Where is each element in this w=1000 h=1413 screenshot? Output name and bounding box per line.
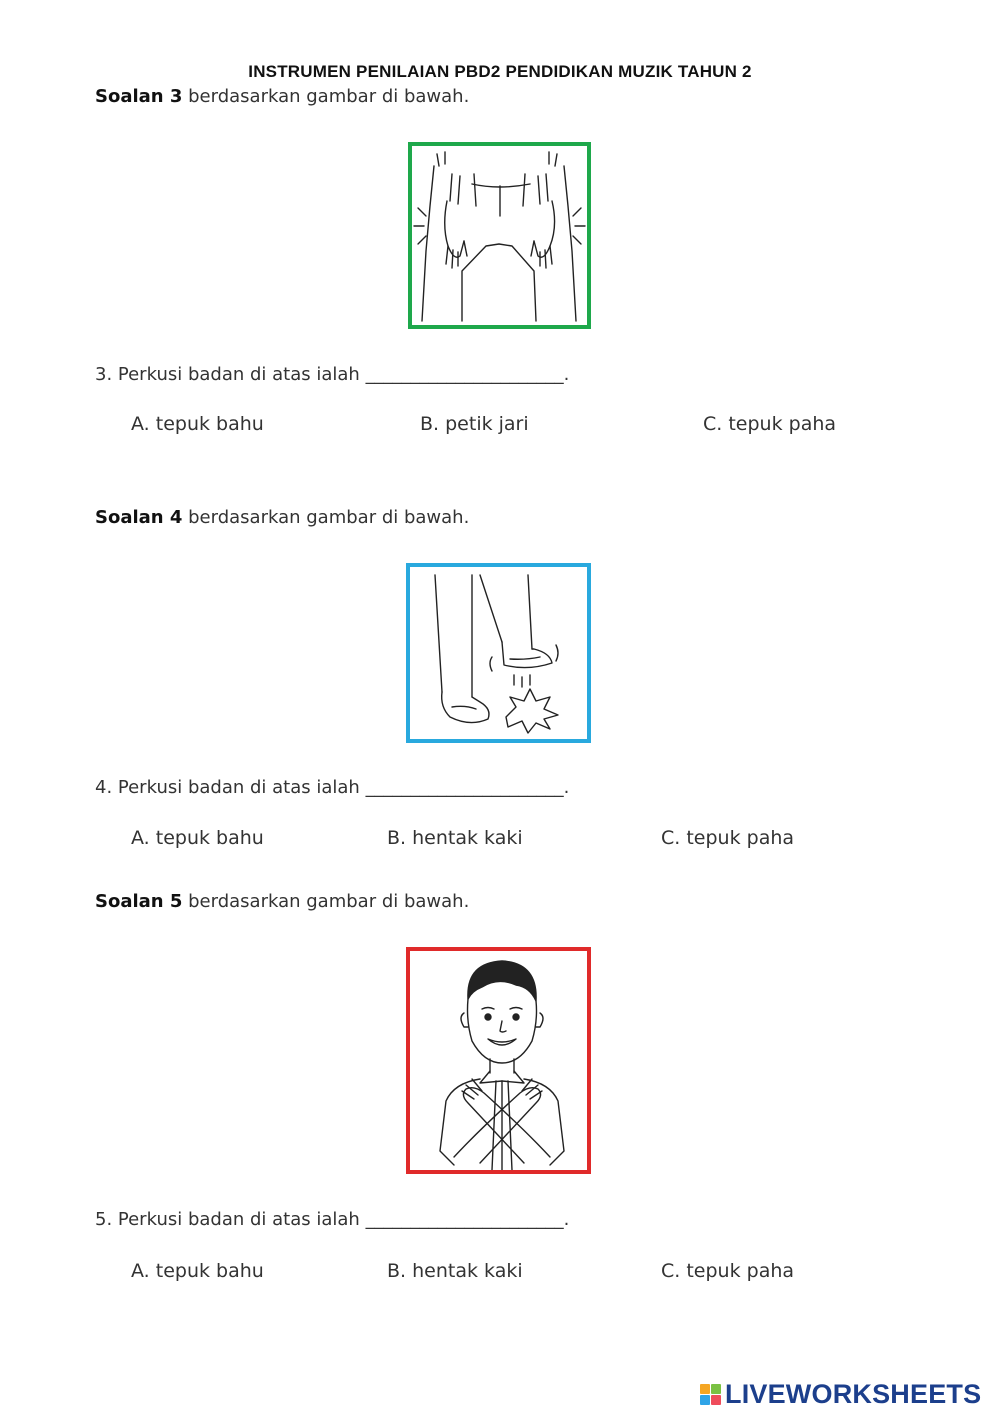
shoulder-pat-image-frame <box>406 947 591 1174</box>
question-3-label: Soalan 3 <box>95 86 183 107</box>
question-4-option-c[interactable]: C. tepuk paha <box>661 827 795 849</box>
logo-square-i <box>711 1384 721 1394</box>
question-3-instruction: berdasarkan gambar di bawah. <box>182 86 470 107</box>
question-3-intro <box>95 86 469 107</box>
question-4-option-a[interactable]: A. tepuk bahu <box>131 827 264 849</box>
question-4-intro <box>95 507 469 528</box>
question-5-intro <box>95 891 469 912</box>
thigh-pat-image-frame <box>408 142 591 329</box>
liveworksheets-brand[interactable] <box>700 1378 981 1410</box>
foot-stomp-image-frame <box>406 563 591 743</box>
question-4-option-b[interactable]: B. hentak kaki <box>387 827 523 849</box>
worksheet-title: INSTRUMEN PENILAIAN PBD2 PENDIDIKAN MUZIK TAHUN 2 <box>248 62 752 81</box>
liveworksheets-wordmark: LIVEWORKSHEETS <box>725 1378 982 1409</box>
logo-square-e <box>711 1395 721 1405</box>
question-5-option-c[interactable]: C. tepuk paha <box>661 1260 795 1282</box>
logo-square-v <box>700 1395 710 1405</box>
shoulder-pat-icon <box>410 951 587 1170</box>
question-5-label: Soalan 5 <box>95 891 183 912</box>
question-3-option-b[interactable]: B. petik jari <box>420 413 529 435</box>
thigh-pat-icon <box>412 146 587 325</box>
question-3-option-c[interactable]: C. tepuk paha <box>703 413 837 435</box>
question-5-prompt: 5. Perkusi badan di atas ialah ______________________. <box>95 1209 570 1230</box>
question-3-prompt: 3. Perkusi badan di atas ialah ______________________. <box>95 364 570 385</box>
logo-square-l <box>700 1384 710 1394</box>
question-5-instruction: berdasarkan gambar di bawah. <box>182 891 470 912</box>
question-5-option-b[interactable]: B. hentak kaki <box>387 1260 523 1282</box>
foot-stomp-icon <box>410 567 587 739</box>
question-4-prompt: 4. Perkusi badan di atas ialah ______________________. <box>95 777 570 798</box>
question-4-label: Soalan 4 <box>95 507 183 528</box>
question-4-instruction: berdasarkan gambar di bawah. <box>182 507 470 528</box>
question-5-option-a[interactable]: A. tepuk bahu <box>131 1260 264 1282</box>
liveworksheets-logo-icon <box>700 1384 721 1405</box>
question-3-option-a[interactable]: A. tepuk bahu <box>131 413 264 435</box>
